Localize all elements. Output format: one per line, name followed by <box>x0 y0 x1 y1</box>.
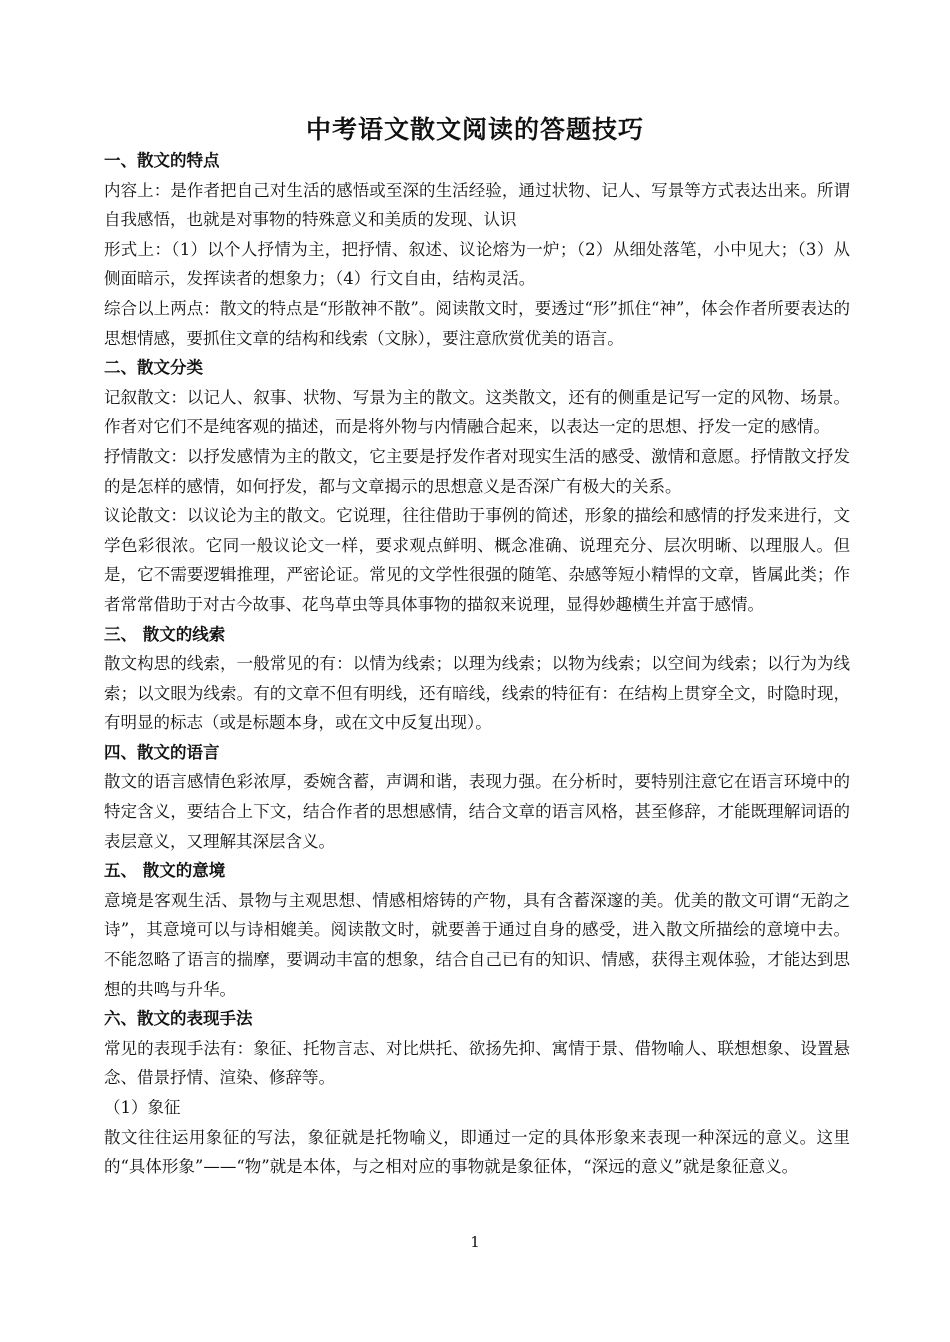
section-heading: 一、散文的特点 <box>104 151 220 170</box>
section-heading: 二、散文分类 <box>104 358 203 378</box>
paragraph: 抒情散文：以抒发感情为主的散文，它主要是抒发作者对现实生活的感受、激情和意愿。抒情散文抒发的是怎样的感情，如何抒发，都与文章揭示的思想意义是否深广有极大的关系。 <box>104 446 850 496</box>
paragraph: 常见的表现手法有：象征、托物言志、对比烘托、欲扬先抑、寓情于景、借物喻人、联想想象、设置悬念、借景抒情、渲染、修辞等。 <box>104 1038 850 1088</box>
paragraph: 内容上：是作者把自己对生活的感悟或至深的生活经验，通过状物、记人、写景等方式表达出来。所谓自我感悟，也就是对事物的特殊意义和美质的发现、认识 <box>104 180 850 230</box>
paragraph: 形式上：（1）以个人抒情为主，把抒情、叙述、议论熔为一炉；（2）从细处落笔，小中见大；（3）从侧面暗示，发挥读者的想象力；（4）行文自由，结构灵活。 <box>104 239 850 289</box>
page-title: 中考语文散文阅读的答题技巧 <box>305 115 644 144</box>
paragraph: 综合以上两点：散文的特点是“形散神不散”。阅读散文时，要透过“形”抓住“神”，体会作者所要表达的思想情感，要抓住文章的结构和线索（文脉），要注意欣赏优美的语言。 <box>104 298 850 348</box>
paragraph: 意境是客观生活、景物与主观思想、情感相熔铸的产物，具有含蓄深邃的美。优美的散文可谓“无韵之诗”，其意境可以与诗相媲美。阅读散文时，就要善于通过自身的感受，进入散文所描绘的意境中去。不能忽略了语言的揣摩，要调动丰富的想象，结合自己已有的知识、情感，获得主观体验，才能达到思想的共鸣与升华。 <box>104 890 850 999</box>
paragraph: （1）象征 <box>104 1098 181 1117</box>
document-body <box>104 146 850 1182</box>
section-heading: 三、 散文的线索 <box>104 624 226 644</box>
section-heading: 四、散文的语言 <box>104 742 220 762</box>
paragraph: 议论散文：以议论为主的散文。它说理，往往借助于事例的简述，形象的描绘和感情的抒发来进行，文学色彩很浓。它同一般议论文一样，要求观点鲜明、概念准确、说理充分、层次明晰、以理服人。但是，它不需要逻辑推理，严密论证。常见的文学性很强的随笔、杂感等短小精悍的文章，皆属此类；作者常常借助于对古今故事、花鸟草虫等具体事物的描叙来说理，显得妙趣横生并富于感情。 <box>104 506 850 614</box>
page-number: 1 <box>470 1233 480 1251</box>
paragraph: 散文的语言感情色彩浓厚，委婉含蓄，声调和谐，表现力强。在分析时，要特别注意它在语言环境中的特定含义，要结合上下文，结合作者的思想感情，结合文章的语言风格，甚至修辞，才能既理解词语的表层意义，又理解其深层含义。 <box>104 772 850 851</box>
paragraph: 散文构思的线索，一般常见的有：以情为线索；以理为线索；以物为线索；以空间为线索；以行为为线索；以文眼为线索。有的文章不但有明线，还有暗线，线索的特征有：在结构上贯穿全文，时隐时现，有明显的标志（或是标题本身，或在文中反复出现）。 <box>104 654 850 733</box>
section-heading: 五、 散文的意境 <box>104 861 226 881</box>
section-heading: 六、散文的表现手法 <box>104 1009 253 1029</box>
paragraph: 记叙散文：以记人、叙事、状物、写景为主的散文。这类散文，还有的侧重是记写一定的风物、场景。作者对它们不是纯客观的描述，而是将外物与内情融合起来，以表达一定的思想、抒发一定的感情。 <box>104 387 850 437</box>
paragraph: 散文往往运用象征的写法，象征就是托物喻义，即通过一定的具体形象来表现一种深远的意义。这里的“具体形象”——“物”就是本体，与之相对应的事物就是象征体，“深远的意义”就是象征意义。 <box>104 1127 850 1177</box>
